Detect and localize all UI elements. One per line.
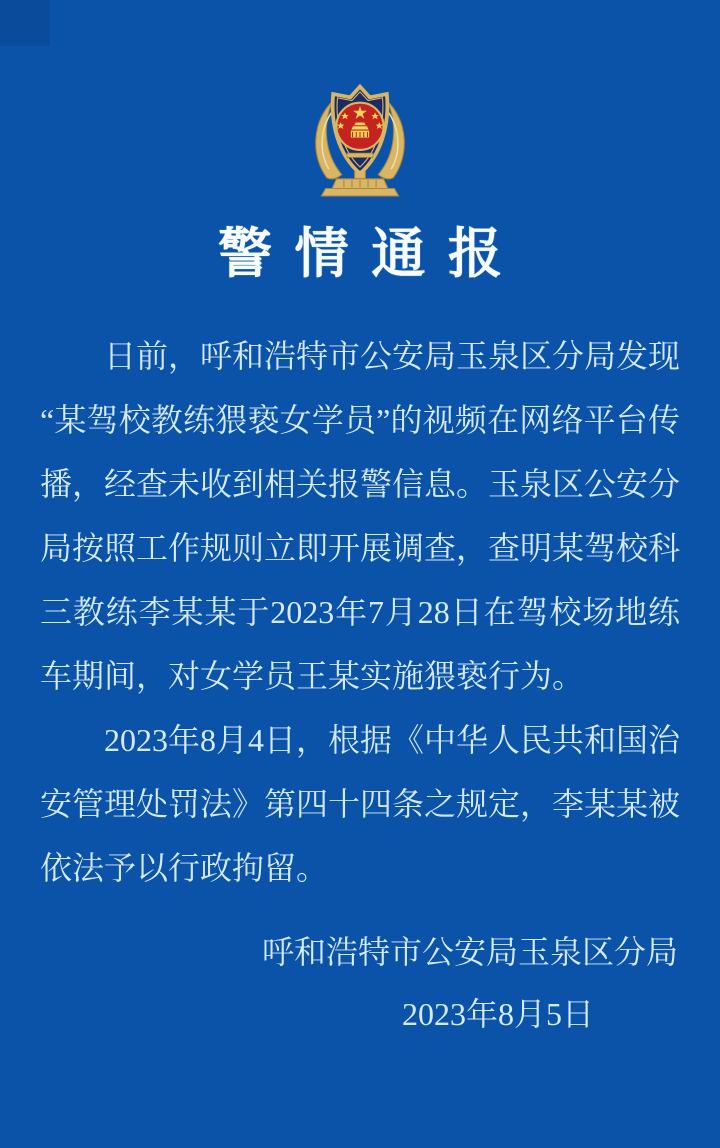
notice-paragraph-2: 2023年8月4日，根据《中华人民共和国治安管理处罚法》第四十四条之规定，李某某被依法予以行政拘留。 [40,722,681,886]
signature-block [0,932,720,1034]
signature-date: 2023年8月5日 [401,996,594,1032]
signature-organization: 呼和浩特市公安局玉泉区分局 [261,934,678,970]
emblem-container [0,0,720,202]
notice-body [0,324,720,900]
corner-shade [0,0,50,46]
notice-title: 警情通报 [217,224,525,284]
notice-paragraph-1: 日前，呼和浩特市公安局玉泉区分局发现“某驾校教练猥亵女学员”的视频在网络平台传播，经查未收到相关报警信息。玉泉区公安分局按照工作规则立即开展调查，查明某驾校科三教练李某某于2023年7月28日在驾校场地练车期间，对女学员王某实施猥亵行为。 [40,338,681,694]
police-badge-icon [301,72,419,202]
